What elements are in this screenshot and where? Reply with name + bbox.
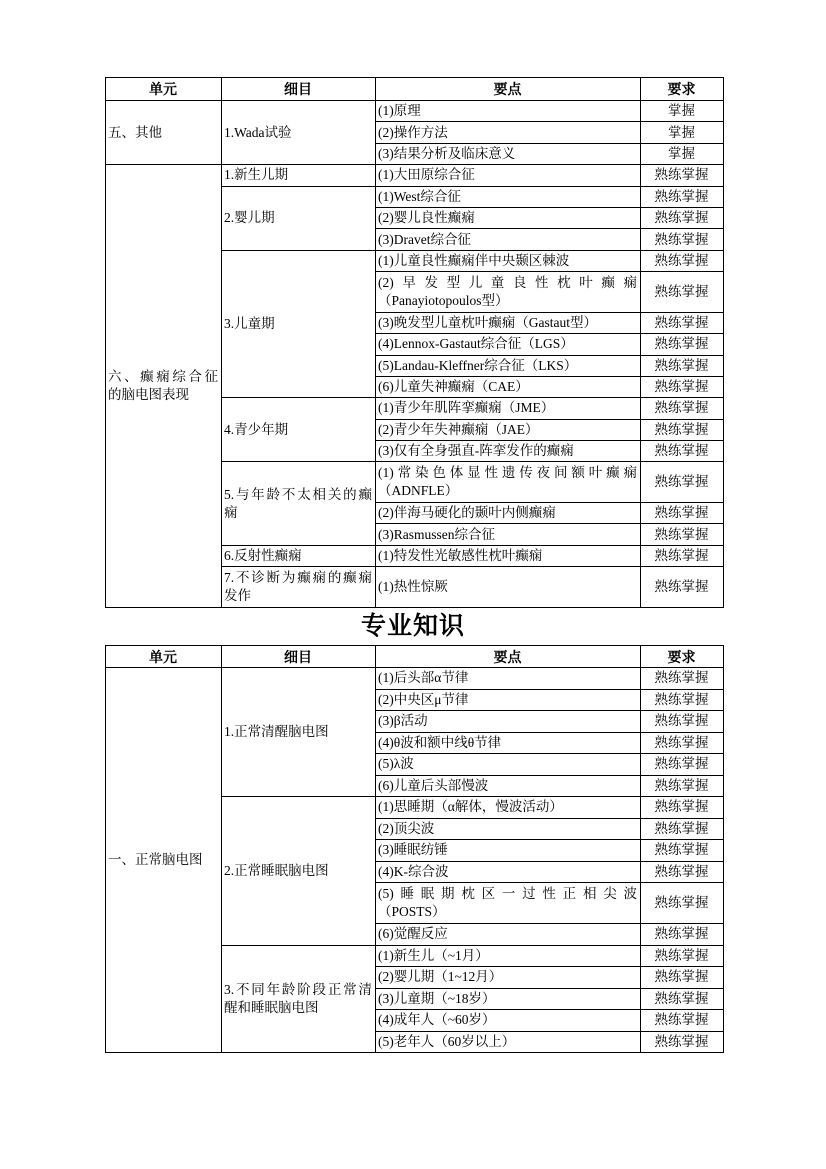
- header-item: 细目: [222, 646, 376, 668]
- requirement-cell: 熟练掌握: [641, 689, 724, 711]
- unit-cell: 一、正常脑电图: [106, 668, 222, 1053]
- point-cell: (2)操作方法: [376, 122, 641, 143]
- header-point: 要点: [376, 646, 641, 668]
- item-line: 3.不同年龄阶段正常清: [224, 981, 372, 997]
- point-cell: (1)原理: [376, 101, 641, 122]
- point-cell: (5)Landau-Kleffner综合征（LKS）: [376, 355, 641, 376]
- item-cell: 1.正常清醒脑电图: [222, 668, 376, 797]
- point-cell: (2)婴儿良性癫痫: [376, 207, 641, 228]
- requirement-cell: 熟练掌握: [641, 462, 724, 503]
- requirement-cell: 熟练掌握: [641, 775, 724, 797]
- unit-cell: [106, 165, 222, 608]
- point-cell: (3)Dravet综合征: [376, 229, 641, 250]
- header-row: [106, 646, 724, 668]
- point-cell: (3)儿童期（~18岁）: [376, 988, 641, 1010]
- header-point: 要点: [376, 78, 641, 101]
- requirement-cell: 熟练掌握: [641, 312, 724, 333]
- item-cell: 1.Wada试验: [222, 101, 376, 165]
- syllabus-table-1: [105, 77, 724, 608]
- requirement-cell: 熟练掌握: [641, 818, 724, 840]
- requirement-cell: 熟练掌握: [641, 334, 724, 355]
- point-cell: (3)睡眠纺锤: [376, 840, 641, 862]
- header-row: [106, 78, 724, 101]
- table-header: [106, 646, 724, 668]
- requirement-cell: 熟练掌握: [641, 272, 724, 313]
- point-cell: (1)West综合征: [376, 186, 641, 207]
- point-cell: (2)顶尖波: [376, 818, 641, 840]
- point-cell: (5)老年人（60岁以上）: [376, 1031, 641, 1053]
- requirement-cell: 熟练掌握: [641, 967, 724, 989]
- requirement-cell: 熟练掌握: [641, 668, 724, 690]
- table-row: [106, 165, 724, 186]
- requirement-cell: 熟练掌握: [641, 945, 724, 967]
- point-cell: (6)觉醒反应: [376, 924, 641, 946]
- requirement-cell: 熟练掌握: [641, 711, 724, 733]
- point-cell: (6)儿童失神癫痫（CAE）: [376, 376, 641, 397]
- point-cell: (2)青少年失神癫痫（JAE）: [376, 419, 641, 440]
- point-cell: (3)Rasmussen综合征: [376, 524, 641, 545]
- item-cell: 2.婴儿期: [222, 186, 376, 250]
- point-cell: (1)新生儿（~1月）: [376, 945, 641, 967]
- requirement-cell: 熟练掌握: [641, 1010, 724, 1032]
- point-cell: (2)伴海马硬化的颞叶内侧癫痫: [376, 503, 641, 524]
- requirement-cell: 熟练掌握: [641, 165, 724, 186]
- point-line: (1)常染色体显性遗传夜间额叶癫痫: [378, 465, 637, 481]
- point-cell: (1)儿童良性癫痫伴中央颞区棘波: [376, 250, 641, 271]
- table-row: [106, 101, 724, 122]
- point-cell: (5)λ波: [376, 754, 641, 776]
- header-requirement: 要求: [641, 646, 724, 668]
- point-cell: (2)中央区μ节律: [376, 689, 641, 711]
- requirement-cell: 掌握: [641, 101, 724, 122]
- item-cell: 4.青少年期: [222, 398, 376, 462]
- requirement-cell: 熟练掌握: [641, 988, 724, 1010]
- table-body: [106, 668, 724, 1053]
- header-unit: 单元: [106, 78, 222, 101]
- point-cell: (4)Lennox-Gastaut综合征（LGS）: [376, 334, 641, 355]
- point-cell: (4)K-综合波: [376, 861, 641, 883]
- requirement-cell: 熟练掌握: [641, 545, 724, 566]
- point-cell: (6)儿童后头部慢波: [376, 775, 641, 797]
- header-item: 细目: [222, 78, 376, 101]
- point-cell: (1)思睡期（α解体，慢波活动）: [376, 797, 641, 819]
- requirement-cell: 熟练掌握: [641, 1031, 724, 1053]
- point-cell: (4)成年人（~60岁）: [376, 1010, 641, 1032]
- item-line: 发作: [224, 588, 251, 604]
- requirement-cell: 熟练掌握: [641, 567, 724, 608]
- requirement-cell: 熟练掌握: [641, 441, 724, 462]
- requirement-cell: 熟练掌握: [641, 732, 724, 754]
- point-cell: (3)仅有全身强直-阵挛发作的癫痫: [376, 441, 641, 462]
- item-line: 痫: [224, 504, 238, 520]
- point-cell: (3)结果分析及临床意义: [376, 143, 641, 164]
- item-cell: 2.正常睡眠脑电图: [222, 797, 376, 946]
- point-cell: (1)热性惊厥: [376, 567, 641, 608]
- point-cell: (4)θ波和额中线θ节律: [376, 732, 641, 754]
- point-line: (2)早发型儿童良性枕叶癫痫: [378, 274, 637, 290]
- requirement-cell: 熟练掌握: [641, 419, 724, 440]
- requirement-cell: 熟练掌握: [641, 250, 724, 271]
- requirement-cell: 掌握: [641, 143, 724, 164]
- item-cell: 1.新生儿期: [222, 165, 376, 186]
- point-cell: (3)β活动: [376, 711, 641, 733]
- table-row: [106, 668, 724, 690]
- item-line: 7.不诊断为癫痫的癫痫: [224, 570, 372, 586]
- table-body: [106, 101, 724, 608]
- requirement-cell: 熟练掌握: [641, 797, 724, 819]
- header-unit: 单元: [106, 646, 222, 668]
- point-line: （ADNFLE）: [378, 483, 459, 499]
- requirement-cell: 熟练掌握: [641, 754, 724, 776]
- item-cell: [222, 945, 376, 1053]
- item-line: 醒和睡眠脑电图: [224, 999, 319, 1015]
- header-requirement: 要求: [641, 78, 724, 101]
- requirement-cell: 熟练掌握: [641, 840, 724, 862]
- requirement-cell: 熟练掌握: [641, 398, 724, 419]
- syllabus-table-2: [105, 645, 724, 1053]
- requirement-cell: 熟练掌握: [641, 503, 724, 524]
- item-cell: 6.反射性癫痫: [222, 545, 376, 566]
- point-cell: [376, 462, 641, 503]
- unit-line: 的脑电图表现: [108, 386, 189, 402]
- requirement-cell: 熟练掌握: [641, 207, 724, 228]
- point-cell: (1)大田原综合征: [376, 165, 641, 186]
- point-line: （Panayiotopoulos型）: [378, 292, 509, 308]
- requirement-cell: 掌握: [641, 122, 724, 143]
- requirement-cell: 熟练掌握: [641, 186, 724, 207]
- item-cell: 3.儿童期: [222, 250, 376, 398]
- requirement-cell: 熟练掌握: [641, 376, 724, 397]
- requirement-cell: 熟练掌握: [641, 883, 724, 924]
- item-line: 5.与年龄不太相关的癫: [224, 486, 372, 502]
- point-cell: (1)特发性光敏感性枕叶癫痫: [376, 545, 641, 566]
- point-cell: (3)晚发型儿童枕叶癫痫（Gastaut型）: [376, 312, 641, 333]
- point-line: （POSTS）: [378, 904, 446, 919]
- point-cell: [376, 883, 641, 924]
- section-title: 专业知识: [360, 612, 465, 640]
- requirement-cell: 熟练掌握: [641, 861, 724, 883]
- requirement-cell: 熟练掌握: [641, 229, 724, 250]
- point-cell: [376, 272, 641, 313]
- point-line: (5)睡眠期枕区一过性正相尖波: [378, 886, 637, 901]
- point-cell: (1)后头部α节律: [376, 668, 641, 690]
- requirement-cell: 熟练掌握: [641, 524, 724, 545]
- item-cell: [222, 567, 376, 608]
- item-cell: [222, 462, 376, 545]
- unit-line: 六、癫痫综合征: [108, 368, 218, 384]
- requirement-cell: 熟练掌握: [641, 924, 724, 946]
- point-cell: (1)青少年肌阵挛癫痫（JME）: [376, 398, 641, 419]
- requirement-cell: 熟练掌握: [641, 355, 724, 376]
- point-cell: (2)婴儿期（1~12月）: [376, 967, 641, 989]
- unit-cell: 五、其他: [106, 101, 222, 165]
- table-header: [106, 78, 724, 101]
